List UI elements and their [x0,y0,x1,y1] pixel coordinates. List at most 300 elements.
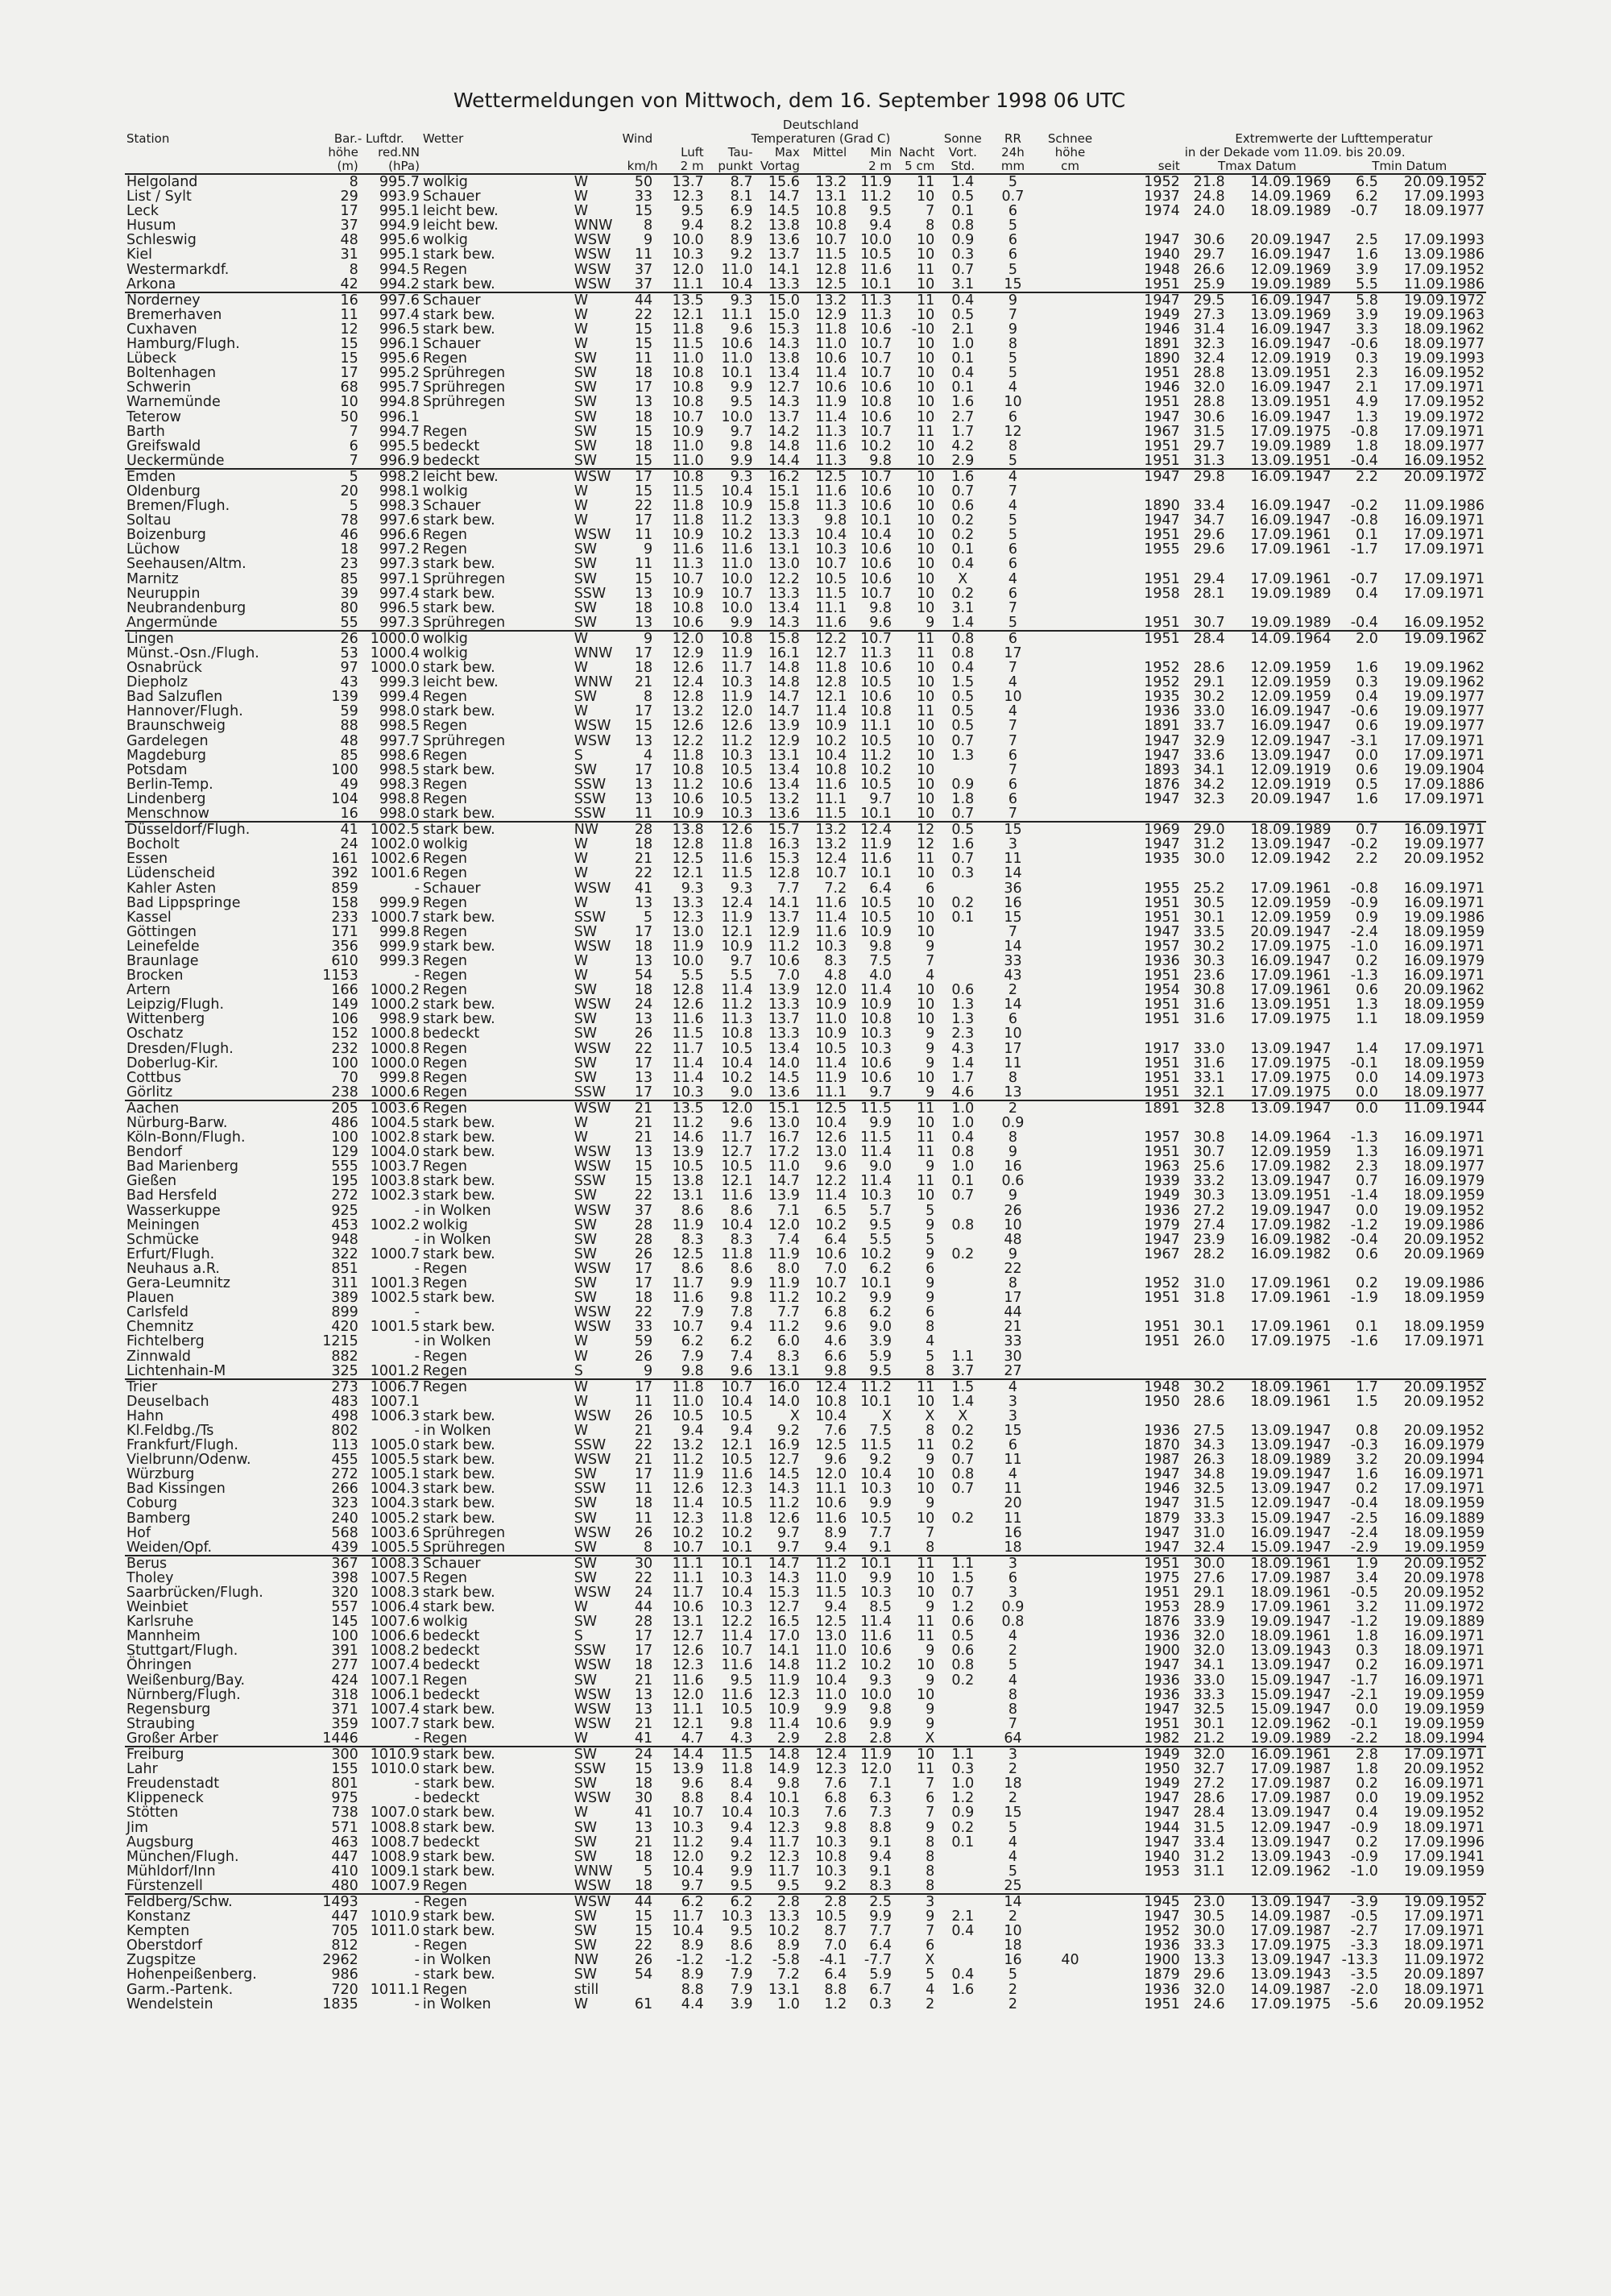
cell-taupunkt: 10.3 [721,674,753,691]
cell-wind-dir: WNW [574,1863,613,1879]
cell-sonne: 1.4 [951,614,975,631]
cell-tmin-datum: 11.09.1986 [1403,498,1485,515]
cell-wind-dir: WSW [573,469,626,484]
cell-nacht-5cm: 10 [917,1569,935,1586]
cell-taupunkt: 9.9 [730,379,753,396]
cell-taupunkt: 11.9 [721,645,753,661]
station-row [125,1116,1486,1130]
station-row [125,866,1486,881]
cell-mittel: 12.1 [815,689,847,706]
cell-wind-dir: SW [573,1747,626,1762]
cell-tmin-datum: 19.09.1962 [1380,631,1486,646]
cell-tmin-datum: 20.09.1952 [1403,1761,1485,1778]
cell-tmax-datum: 13.09.1951 [1250,365,1331,382]
cell-tmax-datum: 17.09.1987 [1250,1761,1331,1778]
cell-tmax: 32.5 [1193,1701,1225,1718]
header-nacht: Nacht [899,145,935,160]
cell-rr-24h: 5 [1008,527,1018,544]
cell-seit: 1951 [1144,1290,1180,1307]
cell-taupunkt: 8.6 [730,1260,753,1277]
cell-seit: 1936 [1144,952,1180,969]
cell-tmax: 31.8 [1193,1290,1225,1307]
cell-tmax-datum [1227,866,1333,881]
cell-nacht-5cm: 10 [917,674,935,691]
cell-seit: 1951 [1144,1069,1180,1086]
cell-mittel: 12.8 [815,674,847,691]
cell-min-2m: 2.5 [848,1894,893,1909]
cell-station: Weißenburg/Bay. [126,1672,246,1689]
cell-schnee [1037,484,1104,499]
cell-tmin-datum: 16.09.1971 [1403,1672,1485,1689]
cell-tmax-datum: 17.09.1961 [1250,968,1331,984]
cell-schnee [1037,1262,1104,1276]
cell-wetter: Regen [422,1672,468,1689]
cell-bar-hoehe: 53 [340,645,358,661]
cell-tmax-datum [1227,1349,1333,1364]
station-row [125,513,1486,528]
station-row [125,939,1486,954]
cell-wetter: stark bew. [422,1245,495,1262]
cell-rr-24h: 8 [1008,1686,1018,1703]
cell-tmin: -0.8 [1350,423,1378,440]
cell-luft-2m: 13.5 [654,292,705,308]
cell-tmax-datum: 13.09.1947 [1250,1481,1331,1498]
cell-schnee [1037,1571,1104,1585]
cell-wind-dir: SW [574,982,598,999]
cell-luft-2m: 10.3 [672,1819,704,1836]
cell-max-vortag: 10.6 [768,952,800,969]
cell-sonne: 0.5 [951,718,975,735]
cell-luftdruck: 1006.1 [370,1686,420,1703]
cell-tmin-datum [1380,1879,1486,1894]
cell-tmax-datum: 17.09.1961 [1250,527,1331,544]
cell-tmin-datum: 17.09.1971 [1403,790,1485,807]
cell-station: Hahn [126,1407,164,1424]
cell-min-2m: 10.4 [860,1466,892,1483]
cell-tmax-datum: 17.09.1987 [1250,1923,1331,1940]
cell-luft-2m: 11.6 [672,1672,704,1689]
cell-mittel: 10.6 [815,379,847,396]
cell-luftdruck: - [414,1996,420,2012]
cell-taupunkt: 10.9 [721,498,753,515]
cell-bar-hoehe: 486 [331,1115,358,1131]
cell-bar-hoehe: 23 [340,556,358,573]
cell-nacht-5cm: 11 [917,261,935,278]
cell-luftdruck: 1008.8 [370,1819,420,1836]
cell-nacht-5cm: 10 [917,865,935,882]
cell-wetter: stark bew. [422,1466,495,1483]
cell-tmin: -1.2 [1350,1216,1378,1233]
cell-tmax-datum [1227,646,1333,661]
cell-mittel: 10.8 [815,1393,847,1410]
cell-tmin-datum: 17.09.1971 [1403,747,1485,764]
cell-station: Emden [125,469,317,484]
cell-nacht-5cm: 6 [926,1304,935,1321]
cell-tmax-datum: 13.09.1943 [1250,1848,1331,1865]
cell-tmax-datum: 16.09.1947 [1250,512,1331,529]
header-vortag: Vortag [755,160,801,174]
cell-bar-hoehe: 24 [340,836,358,853]
cell-taupunkt: 11.8 [721,1510,753,1527]
cell-taupunkt: 9.8 [730,1715,753,1732]
cell-rr-24h: 6 [1008,541,1018,558]
cell-nacht-5cm: 8 [926,1422,935,1439]
cell-tmax: 30.7 [1193,614,1225,631]
cell-wind-speed: 13 [634,614,653,631]
cell-mittel: 10.2 [815,1216,847,1233]
cell-mittel: 11.3 [815,423,847,440]
cell-wetter: stark bew. [422,1437,495,1454]
cell-luft-2m: 8.6 [681,1202,704,1219]
cell-wind-speed: 13 [634,952,653,969]
cell-mittel: 10.7 [815,1275,847,1292]
cell-min-2m: 8.3 [869,1877,892,1894]
cell-station: Köln-Bonn/Flugh. [126,1129,246,1146]
cell-wetter: Sprühregen [422,1524,506,1541]
cell-sonne: 0.7 [951,1481,975,1498]
cell-min-2m: 10.7 [860,423,892,440]
cell-mittel: 10.3 [815,541,847,558]
cell-bar-hoehe: 882 [331,1348,358,1365]
cell-tmax-datum: 19.09.1947 [1250,1466,1331,1483]
cell-wind-speed: 17 [634,1275,653,1292]
cell-rr-24h: 5 [1008,614,1018,631]
cell-wetter: Regen [422,1275,468,1292]
cell-min-2m: 9.5 [869,1216,892,1233]
cell-luftdruck: - [414,1202,420,1219]
cell-tmin [1333,218,1380,233]
cell-luftdruck: 1009.1 [370,1863,420,1879]
cell-min-2m: 10.5 [860,776,892,793]
cell-wind-dir: WSW [574,1585,611,1601]
cell-seit: 1952 [1144,660,1180,677]
cell-max-vortag: 14.1 [768,261,800,278]
cell-mittel: 12.8 [815,261,847,278]
cell-rr-24h: 3 [1008,1407,1018,1424]
cell-seit: 1951 [1144,1585,1180,1601]
cell-station: Hohenpeißenberg. [126,1967,257,1983]
cell-schnee [1037,572,1104,586]
cell-wind-dir: SSW [574,1643,607,1660]
cell-tmin [1333,1116,1380,1130]
cell-tmin: -0.9 [1350,1848,1378,1865]
cell-tmax [1182,806,1227,822]
cell-mittel: 11.8 [815,321,847,338]
cell-sonne [936,1334,989,1349]
cell-min-2m: 9.0 [869,1158,892,1175]
cell-min-2m: 5.5 [869,1231,892,1248]
station-row [125,983,1486,997]
cell-tmax: 24.0 [1193,203,1225,220]
cell-luft-2m: 8.8 [681,1981,704,1998]
cell-station: Lüchow [126,541,180,558]
cell-tmax: 32.4 [1193,350,1225,367]
cell-taupunkt: -1.2 [725,1952,753,1969]
cell-max-vortag: 13.2 [768,790,800,807]
cell-tmin: 0.6 [1356,1245,1378,1262]
cell-taupunkt: 6.2 [730,1333,753,1350]
cell-nacht-5cm: 9 [926,1026,935,1042]
cell-bar-hoehe: 899 [331,1304,358,1321]
cell-schnee [1037,1320,1104,1334]
cell-tmax: 28.6 [1193,1393,1225,1410]
cell-mittel: 10.6 [815,350,847,367]
cell-wind-speed: 13 [634,1686,653,1703]
cell-wind-dir: WSW [574,1715,611,1732]
cell-station: Schwerin [126,379,192,396]
cell-mittel: 10.2 [815,1290,847,1307]
cell-schnee [1037,586,1104,601]
cell-mittel: 2.8 [824,1730,847,1747]
cell-taupunkt: 10.2 [721,1524,753,1541]
cell-max-vortag: 13.3 [768,527,800,544]
cell-wind-speed: 15 [634,1158,653,1175]
cell-seit [1104,646,1181,661]
cell-tmax-datum: 17.09.1961 [1250,541,1331,558]
station-row [125,263,1486,277]
cell-luft-2m: 10.6 [672,1599,704,1616]
cell-taupunkt: 10.5 [721,1158,753,1175]
cell-sonne: 0.7 [951,483,975,499]
cell-tmax: 30.7 [1193,1144,1225,1161]
cell-luft-2m: 10.9 [672,585,704,602]
cell-tmax-datum: 16.09.1982 [1250,1245,1331,1262]
cell-luft-2m: 11.6 [672,541,704,558]
cell-seit: 1946 [1144,1481,1180,1498]
cell-nacht-5cm: 8 [926,1848,935,1865]
cell-luftdruck: 1005.2 [370,1510,420,1527]
cell-seit: 1951 [1144,614,1180,631]
cell-wind-speed: 21 [634,1715,653,1732]
cell-nacht-5cm: 7 [926,952,935,969]
cell-wind-dir: SSW [574,806,607,823]
cell-tmin-datum: 20.09.1952 [1380,1379,1486,1395]
cell-min-2m: 10.3 [860,1585,892,1601]
cell-tmin-datum: 16.09.1971 [1403,512,1485,529]
cell-max-vortag: 14.5 [768,203,800,220]
station-row [125,1747,1486,1762]
cell-tmin-datum: 16.09.1971 [1403,894,1485,911]
cell-wind-speed: 44 [634,1599,653,1616]
cell-min-2m: 11.3 [860,645,892,661]
cell-luftdruck: 997.6 [379,512,420,529]
cell-tmax-datum: 20.09.1947 [1250,923,1331,940]
cell-station: Bad Marienberg [126,1158,239,1175]
cell-schnee [1037,1835,1104,1850]
cell-tmax: 32.8 [1182,1100,1227,1116]
cell-rr-24h: 5 [1008,174,1018,190]
cell-taupunkt: 9.4 [730,1319,753,1336]
cell-max-vortag: 11.4 [768,1715,800,1732]
cell-wind-speed: 8 [644,1539,653,1556]
cell-station: Tholey [126,1569,174,1586]
cell-station: Boizenburg [126,527,206,544]
cell-seit: 1876 [1144,776,1180,793]
cell-nacht-5cm: 8 [926,1319,935,1336]
cell-bar-hoehe: 8 [349,261,358,278]
cell-taupunkt: 11.2 [721,732,753,749]
cell-tmax-datum: 17.09.1987 [1250,1790,1331,1807]
cell-wetter: stark bew. [422,1805,495,1821]
header-kmh: km/h [627,159,658,173]
cell-luftdruck: 1000.7 [370,1245,420,1262]
cell-wetter: Regen [422,982,468,999]
station-row [125,1012,1486,1026]
cell-max-vortag: 11.9 [768,1245,800,1262]
cell-min-2m: 6.4 [869,1938,892,1954]
cell-wetter: stark bew. [421,822,573,837]
cell-schnee [1037,1424,1104,1438]
cell-seit: 1951 [1144,909,1180,926]
cell-luftdruck: - [414,1776,420,1792]
cell-luftdruck: - [414,1422,420,1439]
cell-luftdruck: 1000.7 [370,909,420,926]
cell-station: Lingen [125,631,317,646]
cell-luft-2m: 10.7 [672,1319,704,1336]
cell-bar-hoehe: 802 [331,1422,358,1439]
cell-wind-speed: 44 [626,1894,655,1909]
cell-tmin: -0.9 [1350,894,1378,911]
cell-schnee [1037,1204,1104,1218]
cell-seit: 1951 [1144,394,1180,411]
cell-taupunkt: 10.6 [721,776,753,793]
cell-min-2m: 10.6 [860,570,892,587]
cell-wind-dir: SW [574,1026,598,1042]
cell-tmax-datum: 18.09.1961 [1250,1393,1331,1410]
cell-tmin: 0.6 [1356,761,1378,778]
cell-wetter: wolkig [422,483,468,499]
cell-taupunkt: 8.2 [730,218,753,234]
cell-mittel: 10.7 [815,556,847,573]
cell-sonne: 1.6 [951,394,975,411]
cell-wind-speed: 18 [634,365,653,382]
cell-tmin-datum: 16.09.1971 [1403,1628,1485,1645]
cell-min-2m: 9.5 [869,1362,892,1379]
cell-taupunkt: 8.6 [730,1202,753,1219]
cell-mittel: 8.9 [824,1524,847,1541]
cell-schnee [1037,852,1104,866]
cell-station: Frankfurt/Flugh. [126,1437,238,1454]
cell-mittel: 10.5 [815,570,847,587]
cell-luftdruck: 995.1 [379,203,420,220]
cell-rr-24h: 3 [1008,1585,1018,1601]
cell-luftdruck: 998.2 [360,469,421,484]
cell-seit: 1955 [1144,880,1180,897]
cell-seit: 1954 [1144,982,1180,999]
cell-station: Berus [125,1556,317,1571]
cell-mittel: 10.4 [815,1407,847,1424]
cell-wind-speed: 15 [634,483,653,499]
cell-mittel: 11.5 [815,1585,847,1601]
cell-schnee [1037,1540,1104,1556]
cell-mittel: 9.6 [824,1319,847,1336]
cell-rr-24h: 14 [989,1894,1036,1909]
cell-luft-2m: 10.3 [672,1084,704,1100]
cell-wind-dir: WSW [574,997,611,1013]
cell-station: Gera-Leumnitz [126,1275,230,1292]
cell-seit: 1947 [1144,747,1180,764]
cell-seit: 1890 [1144,498,1180,515]
cell-max-vortag: 13.4 [768,776,800,793]
cell-nacht-5cm: 10 [917,982,935,999]
cell-mittel: 9.6 [824,1452,847,1469]
cell-max-vortag: 14.5 [768,1069,800,1086]
cell-taupunkt: 8.7 [730,174,753,190]
station-row [125,661,1486,675]
cell-nacht-5cm: 12 [917,836,935,853]
cell-tmin-datum: 18.09.1977 [1403,1084,1485,1100]
cell-seit: 1951 [1144,1055,1180,1071]
cell-bar-hoehe: 171 [331,923,358,940]
cell-mittel: 12.5 [801,469,848,484]
cell-station: Angermünde [126,614,217,631]
station-row [125,1218,1486,1233]
cell-bar-hoehe: 272 [331,1187,358,1204]
cell-max-vortag: 13.6 [768,806,800,823]
cell-station: Helgoland [126,174,198,190]
cell-wetter: Regen [422,1260,468,1277]
cell-mittel: 9.8 [824,1362,847,1379]
cell-luft-2m: 12.4 [672,674,704,691]
cell-max-vortag: 13.3 [768,585,800,602]
cell-max-vortag: 2.8 [755,1894,801,1909]
cell-bar-hoehe: 498 [331,1407,358,1424]
cell-rr-24h: 6 [1008,247,1018,263]
cell-wetter: Regen [421,1100,573,1116]
cell-schnee [1037,1056,1104,1071]
cell-wind-speed: 41 [634,1805,653,1821]
cell-tmin-datum: 17.09.1971 [1403,379,1485,396]
cell-tmin: -2.5 [1350,1510,1378,1527]
cell-tmax-datum: 13.09.1969 [1250,306,1331,323]
cell-schnee [1037,1496,1104,1511]
cell-sonne [936,1688,989,1702]
cell-station: Hannover/Flugh. [126,703,243,720]
cell-rr-24h: 21 [1004,1319,1022,1336]
cell-bar-hoehe: 6 [349,437,358,454]
cell-luftdruck: 999.9 [379,894,420,911]
cell-tmax-datum [1227,484,1333,499]
cell-sonne: 0.2 [951,1422,975,1439]
cell-rr-24h: 9 [1008,1187,1018,1204]
cell-schnee [1037,366,1104,380]
cell-wind-speed: 15 [634,1923,653,1940]
cell-station: Oberstdorf [126,1938,202,1954]
header-dekade: in der Dekade vom 11.09. bis 20.09. [1184,145,1406,160]
cell-luftdruck: 998.0 [379,703,420,720]
cell-station: Oldenburg [126,483,201,499]
cell-bar-hoehe: 720 [331,1981,358,1998]
cell-max-vortag: 14.7 [768,189,800,205]
cell-schnee [1037,1967,1104,1982]
cell-min-2m: 10.7 [848,469,893,484]
cell-nacht-5cm: 10 [917,894,935,911]
cell-nacht-5cm: 10 [917,498,935,515]
cell-seit: 1951 [1144,365,1180,382]
cell-wetter: Regen [422,1981,468,1998]
cell-tmax: 29.4 [1193,570,1225,587]
cell-nacht-5cm: 10 [917,350,935,367]
cell-tmax: 29.7 [1193,247,1225,263]
cell-sonne: 0.4 [951,660,975,677]
cell-wetter: stark bew. [422,1585,495,1601]
cell-wind-dir: WSW [573,1100,626,1116]
cell-tmax: 30.2 [1193,938,1225,955]
cell-tmin-datum: 19.09.1889 [1403,1614,1485,1631]
cell-bar-hoehe: 12 [340,321,358,338]
cell-rr-24h: 10 [1004,394,1022,411]
cell-tmin: -0.6 [1350,336,1378,353]
